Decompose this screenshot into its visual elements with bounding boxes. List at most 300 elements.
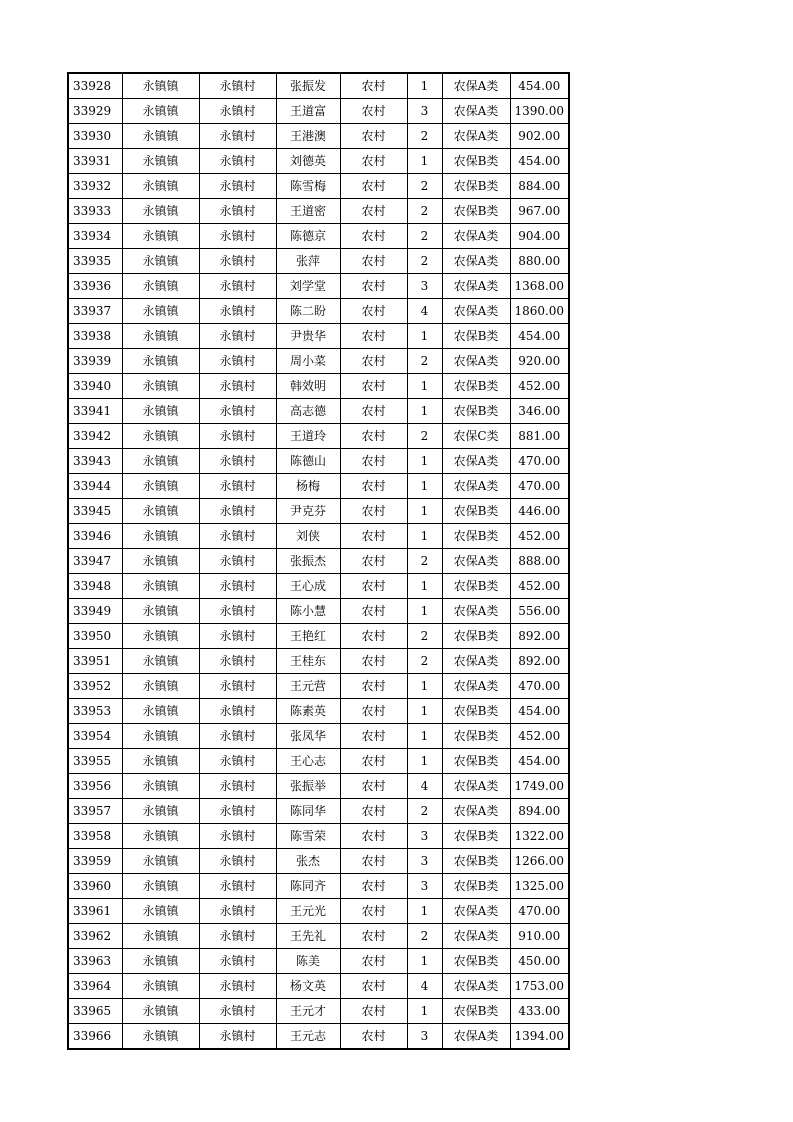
village-cell: 永镇村 [199,849,276,874]
table-row [68,699,569,724]
record-id-cell: 33962 [68,924,122,949]
table-row [68,924,569,949]
category-cell: 农保C类 [442,424,510,449]
town-cell: 永镇镇 [122,949,199,974]
name-cell: 王元才 [276,999,340,1024]
category-cell: 农保A类 [442,799,510,824]
village-cell: 永镇村 [199,324,276,349]
record-id-cell: 33938 [68,324,122,349]
town-cell: 永镇镇 [122,1024,199,1050]
town-cell: 永镇镇 [122,474,199,499]
category-cell: 农保A类 [442,924,510,949]
member-count-cell: 1 [407,999,442,1024]
table-row [68,774,569,799]
category-cell: 农保B类 [442,574,510,599]
village-cell: 永镇村 [199,549,276,574]
category-cell: 农保B类 [442,499,510,524]
category-cell: 农保A类 [442,349,510,374]
village-cell: 永镇村 [199,424,276,449]
member-count-cell: 4 [407,299,442,324]
member-count-cell: 2 [407,124,442,149]
record-id-cell: 33955 [68,749,122,774]
record-id-cell: 33956 [68,774,122,799]
household-type-cell: 农村 [340,974,407,999]
village-cell: 永镇村 [199,624,276,649]
village-cell: 永镇村 [199,999,276,1024]
category-cell: 农保B类 [442,999,510,1024]
member-count-cell: 3 [407,849,442,874]
amount-cell: 450.00 [510,949,569,974]
amount-cell: 894.00 [510,799,569,824]
member-count-cell: 2 [407,649,442,674]
village-cell: 永镇村 [199,749,276,774]
category-cell: 农保B类 [442,874,510,899]
category-cell: 农保B类 [442,374,510,399]
record-id-cell: 33928 [68,73,122,99]
town-cell: 永镇镇 [122,524,199,549]
member-count-cell: 1 [407,674,442,699]
table-row [68,449,569,474]
record-id-cell: 33963 [68,949,122,974]
village-cell: 永镇村 [199,99,276,124]
household-type-cell: 农村 [340,699,407,724]
name-cell: 周小菜 [276,349,340,374]
name-cell: 王道玲 [276,424,340,449]
member-count-cell: 2 [407,224,442,249]
record-id-cell: 33937 [68,299,122,324]
village-cell: 永镇村 [199,699,276,724]
village-cell: 永镇村 [199,149,276,174]
village-cell: 永镇村 [199,649,276,674]
record-id-cell: 33943 [68,449,122,474]
member-count-cell: 1 [407,449,442,474]
village-cell: 永镇村 [199,349,276,374]
member-count-cell: 3 [407,99,442,124]
record-id-cell: 33940 [68,374,122,399]
household-type-cell: 农村 [340,799,407,824]
name-cell: 陈德山 [276,449,340,474]
name-cell: 张振举 [276,774,340,799]
table-row [68,399,569,424]
member-count-cell: 1 [407,474,442,499]
record-id-cell: 33951 [68,649,122,674]
record-id-cell: 33942 [68,424,122,449]
record-id-cell: 33961 [68,899,122,924]
town-cell: 永镇镇 [122,849,199,874]
village-cell: 永镇村 [199,274,276,299]
category-cell: 农保A类 [442,124,510,149]
name-cell: 王道密 [276,199,340,224]
member-count-cell: 1 [407,374,442,399]
amount-cell: 454.00 [510,699,569,724]
category-cell: 农保A类 [442,1024,510,1050]
member-count-cell: 2 [407,799,442,824]
household-type-cell: 农村 [340,774,407,799]
household-type-cell: 农村 [340,624,407,649]
name-cell: 王元志 [276,1024,340,1050]
household-type-cell: 农村 [340,199,407,224]
household-type-cell: 农村 [340,474,407,499]
table-body [68,73,569,1049]
household-type-cell: 农村 [340,349,407,374]
town-cell: 永镇镇 [122,674,199,699]
name-cell: 刘德英 [276,149,340,174]
town-cell: 永镇镇 [122,374,199,399]
table-row [68,999,569,1024]
name-cell: 陈小慧 [276,599,340,624]
household-type-cell: 农村 [340,999,407,1024]
category-cell: 农保B类 [442,149,510,174]
table-row [68,324,569,349]
amount-cell: 454.00 [510,149,569,174]
town-cell: 永镇镇 [122,749,199,774]
name-cell: 王心志 [276,749,340,774]
member-count-cell: 2 [407,924,442,949]
table-row [68,99,569,124]
table-row [68,724,569,749]
record-id-cell: 33948 [68,574,122,599]
member-count-cell: 1 [407,949,442,974]
village-cell: 永镇村 [199,874,276,899]
name-cell: 刘学堂 [276,274,340,299]
category-cell: 农保A类 [442,674,510,699]
table-row [68,249,569,274]
village-cell: 永镇村 [199,299,276,324]
member-count-cell: 4 [407,974,442,999]
village-cell: 永镇村 [199,1024,276,1050]
record-id-cell: 33953 [68,699,122,724]
category-cell: 农保A类 [442,899,510,924]
village-cell: 永镇村 [199,199,276,224]
household-type-cell: 农村 [340,574,407,599]
category-cell: 农保B类 [442,399,510,424]
household-type-cell: 农村 [340,399,407,424]
table-row [68,199,569,224]
name-cell: 张杰 [276,849,340,874]
member-count-cell: 2 [407,174,442,199]
amount-cell: 1749.00 [510,774,569,799]
town-cell: 永镇镇 [122,574,199,599]
name-cell: 王先礼 [276,924,340,949]
table-row [68,849,569,874]
record-id-cell: 33966 [68,1024,122,1050]
name-cell: 王港澳 [276,124,340,149]
town-cell: 永镇镇 [122,449,199,474]
record-id-cell: 33950 [68,624,122,649]
member-count-cell: 3 [407,1024,442,1050]
amount-cell: 452.00 [510,524,569,549]
town-cell: 永镇镇 [122,224,199,249]
amount-cell: 902.00 [510,124,569,149]
household-type-cell: 农村 [340,274,407,299]
amount-cell: 556.00 [510,599,569,624]
town-cell: 永镇镇 [122,274,199,299]
town-cell: 永镇镇 [122,249,199,274]
amount-cell: 881.00 [510,424,569,449]
amount-cell: 470.00 [510,674,569,699]
record-id-cell: 33959 [68,849,122,874]
town-cell: 永镇镇 [122,124,199,149]
amount-cell: 452.00 [510,574,569,599]
village-cell: 永镇村 [199,73,276,99]
name-cell: 陈同齐 [276,874,340,899]
record-id-cell: 33949 [68,599,122,624]
table-row [68,174,569,199]
household-type-cell: 农村 [340,449,407,474]
category-cell: 农保B类 [442,174,510,199]
name-cell: 张萍 [276,249,340,274]
amount-cell: 892.00 [510,624,569,649]
member-count-cell: 2 [407,199,442,224]
record-id-cell: 33931 [68,149,122,174]
record-id-cell: 33945 [68,499,122,524]
amount-cell: 967.00 [510,199,569,224]
amount-cell: 1394.00 [510,1024,569,1050]
amount-cell: 884.00 [510,174,569,199]
household-type-cell: 农村 [340,149,407,174]
table-row [68,124,569,149]
name-cell: 韩效明 [276,374,340,399]
household-type-cell: 农村 [340,549,407,574]
table-row [68,73,569,99]
category-cell: 农保B类 [442,949,510,974]
amount-cell: 470.00 [510,899,569,924]
category-cell: 农保A类 [442,449,510,474]
town-cell: 永镇镇 [122,199,199,224]
amount-cell: 1322.00 [510,824,569,849]
town-cell: 永镇镇 [122,149,199,174]
record-id-cell: 33934 [68,224,122,249]
town-cell: 永镇镇 [122,799,199,824]
table-row [68,374,569,399]
amount-cell: 454.00 [510,324,569,349]
category-cell: 农保B类 [442,199,510,224]
member-count-cell: 4 [407,774,442,799]
member-count-cell: 1 [407,73,442,99]
member-count-cell: 1 [407,599,442,624]
category-cell: 农保A类 [442,474,510,499]
member-count-cell: 3 [407,824,442,849]
household-type-cell: 农村 [340,724,407,749]
household-type-cell: 农村 [340,499,407,524]
record-id-cell: 33944 [68,474,122,499]
record-id-cell: 33960 [68,874,122,899]
household-type-cell: 农村 [340,324,407,349]
name-cell: 尹贵华 [276,324,340,349]
name-cell: 陈雪荣 [276,824,340,849]
village-cell: 永镇村 [199,499,276,524]
household-type-cell: 农村 [340,899,407,924]
member-count-cell: 2 [407,549,442,574]
town-cell: 永镇镇 [122,549,199,574]
village-cell: 永镇村 [199,949,276,974]
town-cell: 永镇镇 [122,174,199,199]
household-type-cell: 农村 [340,674,407,699]
name-cell: 王桂东 [276,649,340,674]
name-cell: 陈同华 [276,799,340,824]
town-cell: 永镇镇 [122,349,199,374]
amount-cell: 446.00 [510,499,569,524]
member-count-cell: 3 [407,874,442,899]
member-count-cell: 2 [407,349,442,374]
town-cell: 永镇镇 [122,924,199,949]
member-count-cell: 1 [407,749,442,774]
town-cell: 永镇镇 [122,774,199,799]
table-row [68,424,569,449]
category-cell: 农保A类 [442,99,510,124]
village-cell: 永镇村 [199,249,276,274]
household-type-cell: 农村 [340,299,407,324]
table-row [68,974,569,999]
category-cell: 农保A类 [442,549,510,574]
name-cell: 王元光 [276,899,340,924]
name-cell: 张凤华 [276,724,340,749]
town-cell: 永镇镇 [122,424,199,449]
town-cell: 永镇镇 [122,73,199,99]
table-row [68,274,569,299]
record-id-cell: 33932 [68,174,122,199]
household-type-cell: 农村 [340,649,407,674]
household-type-cell: 农村 [340,849,407,874]
record-id-cell: 33957 [68,799,122,824]
village-cell: 永镇村 [199,674,276,699]
household-type-cell: 农村 [340,749,407,774]
table-row [68,824,569,849]
amount-cell: 454.00 [510,749,569,774]
table-row [68,299,569,324]
member-count-cell: 1 [407,399,442,424]
name-cell: 王道富 [276,99,340,124]
category-cell: 农保B类 [442,624,510,649]
village-cell: 永镇村 [199,174,276,199]
category-cell: 农保A类 [442,774,510,799]
table-row [68,149,569,174]
record-id-cell: 33964 [68,974,122,999]
village-cell: 永镇村 [199,574,276,599]
table-row [68,524,569,549]
table-row [68,499,569,524]
name-cell: 张振杰 [276,549,340,574]
table-row [68,649,569,674]
amount-cell: 470.00 [510,474,569,499]
amount-cell: 454.00 [510,73,569,99]
member-count-cell: 1 [407,149,442,174]
category-cell: 农保A类 [442,649,510,674]
table-row [68,574,569,599]
record-id-cell: 33936 [68,274,122,299]
village-cell: 永镇村 [199,799,276,824]
table-row [68,474,569,499]
name-cell: 王艳红 [276,624,340,649]
record-id-cell: 33947 [68,549,122,574]
amount-cell: 452.00 [510,374,569,399]
member-count-cell: 2 [407,424,442,449]
amount-cell: 892.00 [510,649,569,674]
village-cell: 永镇村 [199,899,276,924]
name-cell: 张振发 [276,73,340,99]
table-row [68,599,569,624]
town-cell: 永镇镇 [122,899,199,924]
category-cell: 农保A类 [442,274,510,299]
member-count-cell: 2 [407,249,442,274]
town-cell: 永镇镇 [122,874,199,899]
amount-cell: 1753.00 [510,974,569,999]
amount-cell: 910.00 [510,924,569,949]
category-cell: 农保A类 [442,974,510,999]
category-cell: 农保A类 [442,224,510,249]
town-cell: 永镇镇 [122,724,199,749]
record-id-cell: 33941 [68,399,122,424]
category-cell: 农保B类 [442,699,510,724]
household-type-cell: 农村 [340,599,407,624]
household-type-cell: 农村 [340,824,407,849]
category-cell: 农保B类 [442,524,510,549]
household-type-cell: 农村 [340,524,407,549]
village-cell: 永镇村 [199,524,276,549]
category-cell: 农保A类 [442,599,510,624]
member-count-cell: 1 [407,524,442,549]
amount-cell: 1368.00 [510,274,569,299]
town-cell: 永镇镇 [122,399,199,424]
table-row [68,549,569,574]
category-cell: 农保B类 [442,749,510,774]
household-type-cell: 农村 [340,99,407,124]
amount-cell: 452.00 [510,724,569,749]
member-count-cell: 1 [407,324,442,349]
name-cell: 陈雪梅 [276,174,340,199]
household-type-cell: 农村 [340,874,407,899]
town-cell: 永镇镇 [122,824,199,849]
category-cell: 农保A类 [442,299,510,324]
name-cell: 陈美 [276,949,340,974]
village-cell: 永镇村 [199,599,276,624]
town-cell: 永镇镇 [122,999,199,1024]
table-row [68,224,569,249]
name-cell: 陈素英 [276,699,340,724]
name-cell: 陈德京 [276,224,340,249]
town-cell: 永镇镇 [122,499,199,524]
table-row [68,949,569,974]
town-cell: 永镇镇 [122,649,199,674]
household-type-cell: 农村 [340,949,407,974]
village-cell: 永镇村 [199,824,276,849]
category-cell: 农保B类 [442,824,510,849]
member-count-cell: 1 [407,899,442,924]
name-cell: 高志德 [276,399,340,424]
record-id-cell: 33935 [68,249,122,274]
member-count-cell: 1 [407,574,442,599]
amount-cell: 904.00 [510,224,569,249]
amount-cell: 1860.00 [510,299,569,324]
name-cell: 杨梅 [276,474,340,499]
village-cell: 永镇村 [199,399,276,424]
category-cell: 农保B类 [442,724,510,749]
village-cell: 永镇村 [199,124,276,149]
town-cell: 永镇镇 [122,599,199,624]
household-type-cell: 农村 [340,249,407,274]
household-type-cell: 农村 [340,124,407,149]
household-type-cell: 农村 [340,924,407,949]
name-cell: 陈二盼 [276,299,340,324]
amount-cell: 346.00 [510,399,569,424]
amount-cell: 880.00 [510,249,569,274]
amount-cell: 470.00 [510,449,569,474]
amount-cell: 1390.00 [510,99,569,124]
name-cell: 刘侠 [276,524,340,549]
household-type-cell: 农村 [340,374,407,399]
table-row [68,899,569,924]
village-cell: 永镇村 [199,474,276,499]
